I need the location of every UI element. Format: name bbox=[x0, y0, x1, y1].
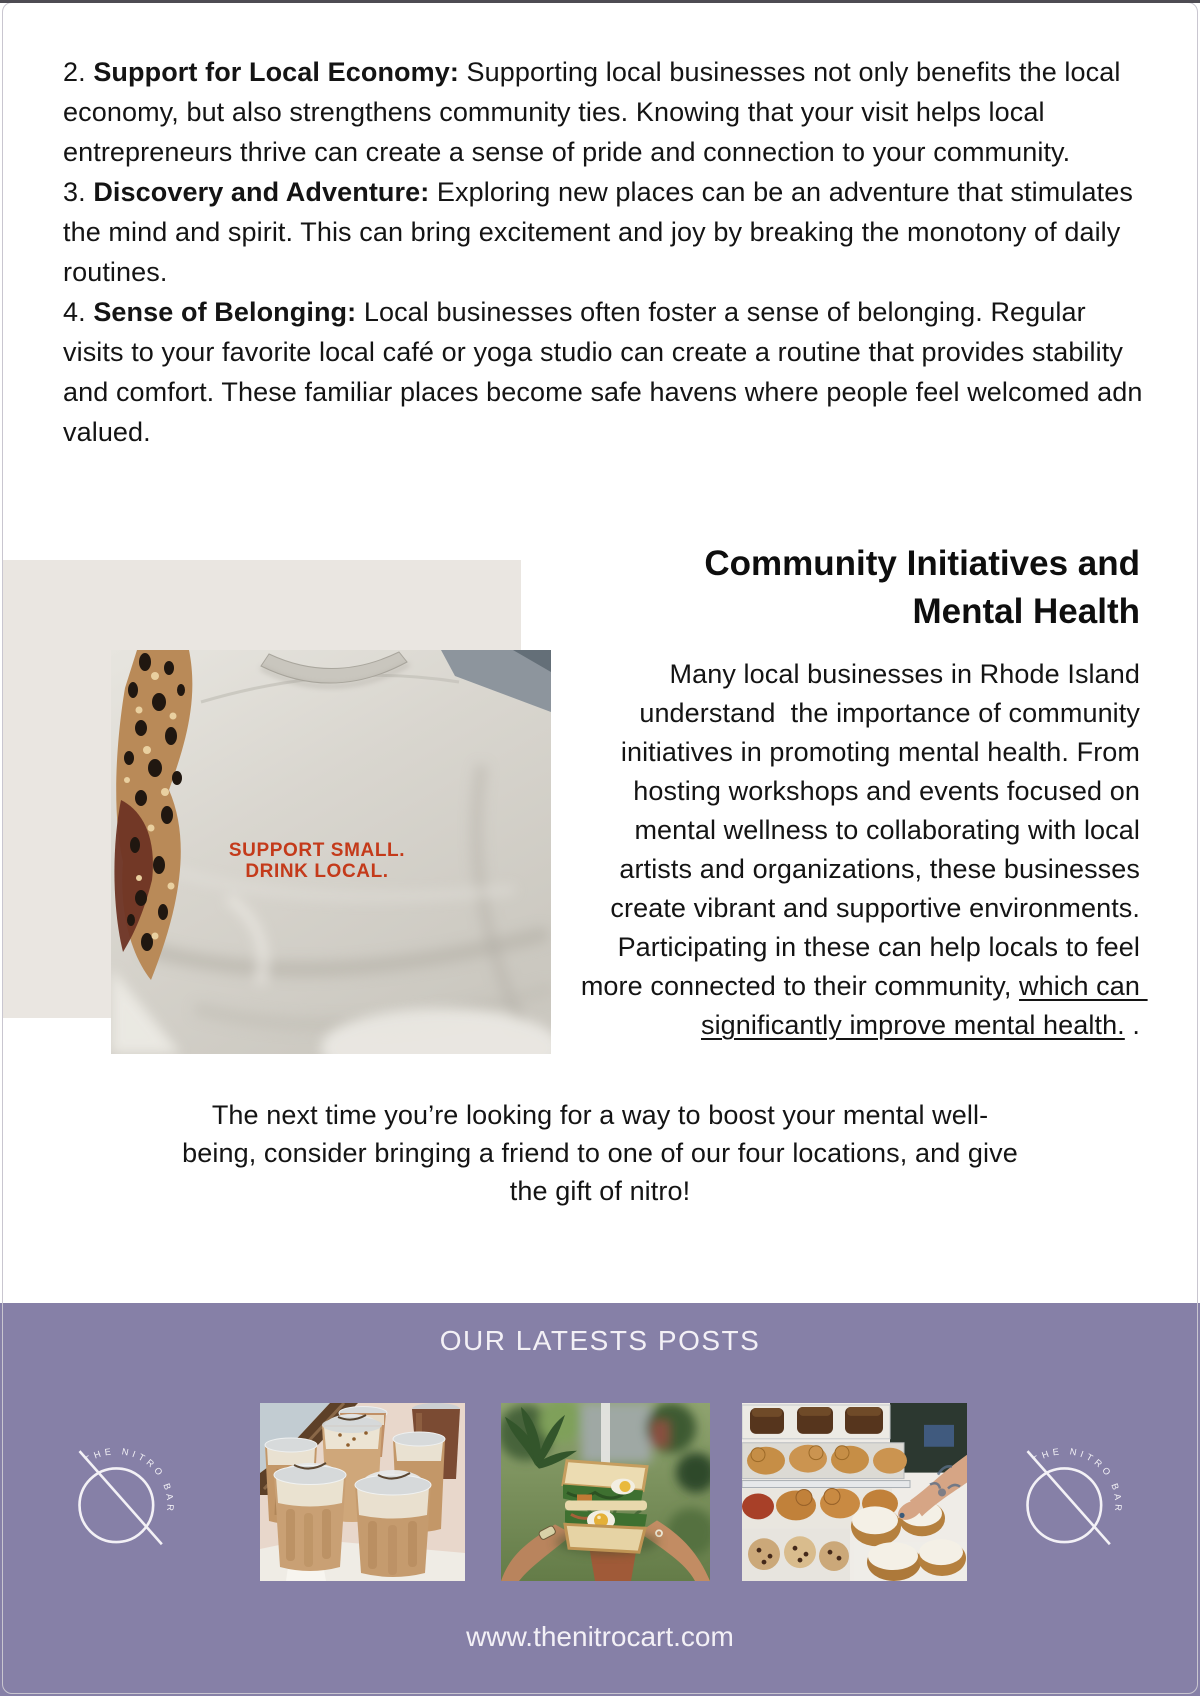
embroidery-line-2: DRINK LOCAL. bbox=[245, 861, 389, 882]
svg-text:THE NITRO BAR bbox=[1031, 1446, 1124, 1514]
benefit-item-4 bbox=[63, 292, 1143, 452]
svg-text:THE NITRO BAR bbox=[83, 1446, 176, 1514]
sweatshirt-photo bbox=[111, 650, 551, 1054]
closing-line-3: the gift of nitro! bbox=[509, 1176, 691, 1206]
heading-line-1: Community Initiatives and bbox=[704, 544, 1140, 583]
logo-arc-text: THE NITRO BAR bbox=[82, 1446, 176, 1514]
heading-line-2: Mental Health bbox=[912, 592, 1140, 631]
website-link[interactable]: www.thenitrocart.com bbox=[466, 1621, 734, 1652]
benefit-text: Supporting local businesses not only benefits the local economy, but also strengthens community ties. Knowing that your visit helps local entrepreneurs thrive can create a sense of pride and connection to your community. bbox=[63, 57, 1121, 167]
benefit-label: Support for Local Economy: bbox=[93, 57, 459, 87]
benefit-item-3 bbox=[63, 172, 1143, 292]
post-photo-coffee[interactable] bbox=[260, 1403, 465, 1581]
post-photo-sandwich[interactable] bbox=[501, 1403, 710, 1581]
page-top-edge bbox=[0, 0, 1200, 3]
coffee-cup bbox=[355, 1470, 431, 1577]
community-text-suffix: . bbox=[1124, 1010, 1140, 1040]
benefit-item-2 bbox=[63, 52, 1143, 172]
sweatshirt-embroidery-text bbox=[227, 840, 407, 882]
sandwich bbox=[555, 1461, 659, 1554]
closing-line-2: being, consider bringing a friend to one of our four locations, and give bbox=[182, 1138, 1018, 1168]
benefit-number: 4. bbox=[63, 297, 94, 327]
nitro-bar-logo-icon bbox=[1008, 1437, 1138, 1567]
community-section-paragraph bbox=[565, 655, 1148, 1045]
closing-paragraph bbox=[0, 1096, 1200, 1210]
muffin-tray bbox=[742, 1528, 850, 1581]
post-photo-pastries[interactable] bbox=[742, 1403, 967, 1581]
improve-mental-health-link[interactable]: which can significantly improve mental health. bbox=[700, 971, 1148, 1040]
scone-tray bbox=[742, 1443, 907, 1479]
benefit-label: Sense of Belonging: bbox=[93, 297, 357, 327]
community-text: Many local businesses in Rhode Island understand the importance of community initiatives in promoting mental health. From hosting workshops and events focused on mental wellness to collaborating with local artists and organizations, these businesses create vibrant and supportive environments. Participating in these can help locals to feel more connected to their community, bbox=[580, 659, 1148, 1001]
footer bbox=[0, 1303, 1200, 1696]
nitro-bar-logo-icon bbox=[60, 1437, 190, 1567]
benefits-list bbox=[63, 52, 1143, 452]
closing-line-1: The next time you’re looking for a way to boost your mental well- bbox=[211, 1100, 989, 1130]
community-section-heading bbox=[520, 540, 1140, 636]
benefit-label: Discovery and Adventure: bbox=[93, 177, 430, 207]
latest-posts-heading: OUR LATESTS POSTS bbox=[439, 1325, 761, 1356]
loaf-tray bbox=[742, 1405, 890, 1439]
nitro-bar-logo-right bbox=[1008, 1437, 1138, 1567]
coffee-cup bbox=[274, 1463, 346, 1571]
benefit-number: 3. bbox=[63, 177, 94, 207]
rack-rail bbox=[742, 1481, 910, 1488]
benefit-text: Local businesses often foster a sense of belonging. Regular visits to your favorite local café or yoga studio can create a routine that provides stability and comfort. These familiar places become safe havens where people feel welcomed adn valued. bbox=[63, 297, 1143, 447]
benefit-number: 2. bbox=[63, 57, 94, 87]
benefit-text: Exploring new places can be an adventure that stimulates the mind and spirit. This can bring excitement and joy by breaking the monotony of daily routines. bbox=[63, 177, 1133, 287]
embroidery-line-1: SUPPORT SMALL. bbox=[228, 840, 406, 861]
logo-arc-text: THE NITRO BAR bbox=[1030, 1446, 1124, 1514]
nitro-bar-logo-left bbox=[60, 1437, 190, 1567]
